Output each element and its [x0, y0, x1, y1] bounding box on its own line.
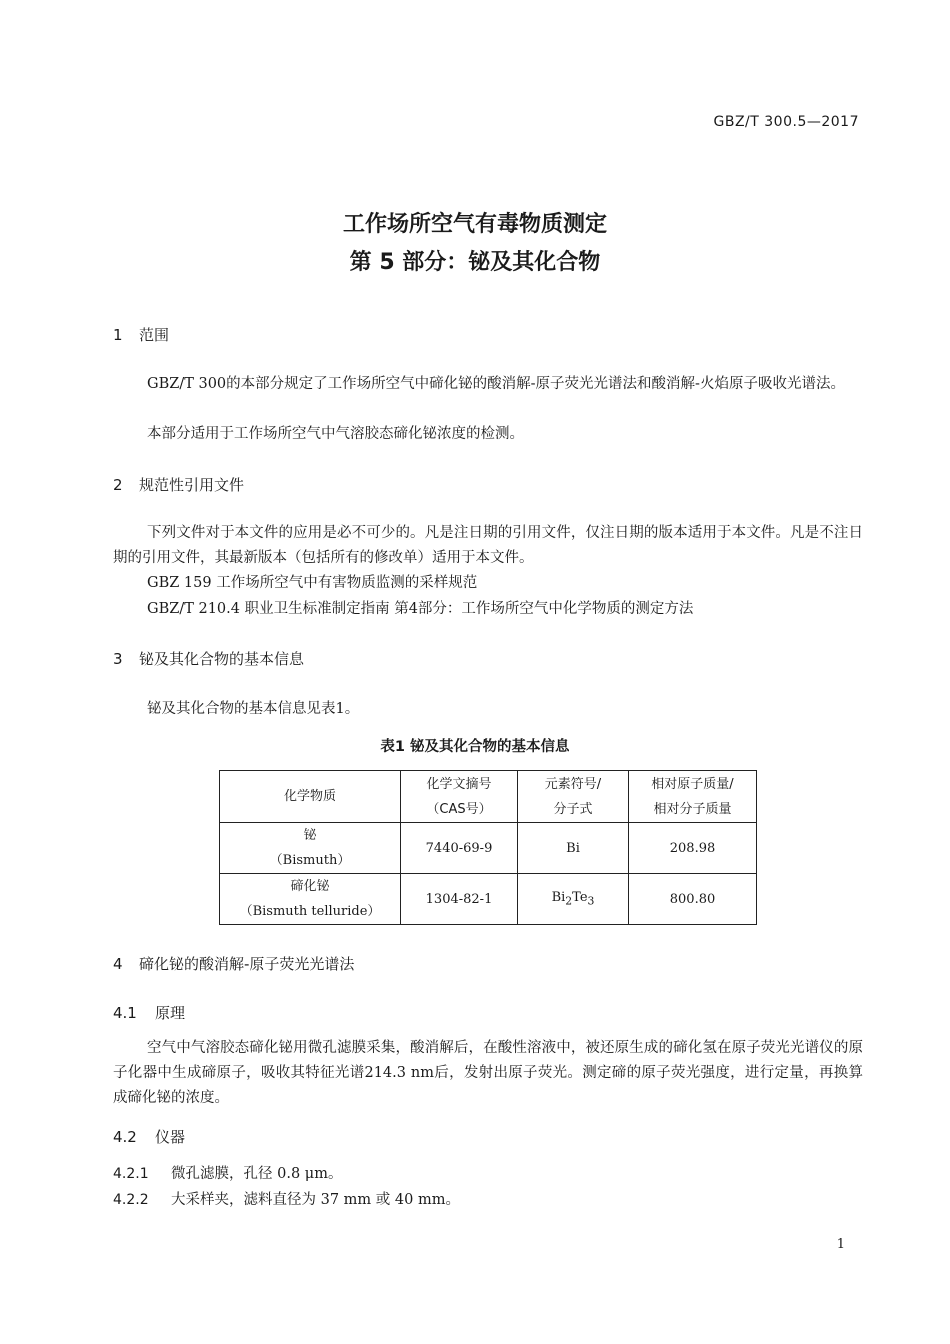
cell-mass: 208.98: [629, 823, 757, 874]
section-4-2-heading: [113, 1126, 185, 1147]
section-number: 4.1: [113, 1004, 137, 1022]
header-mass-line2: 相对分子质量: [653, 801, 732, 817]
table-row: [220, 823, 757, 874]
header-formula-line2: 分子式: [553, 801, 593, 817]
section-3-heading: [113, 648, 304, 669]
section-2-heading: [113, 474, 244, 495]
document-subtitle: 第 5 部分：铋及其化合物: [349, 250, 601, 275]
standard-number: GBZ/T 300.5—2017: [713, 114, 859, 130]
section-title: 范围: [139, 326, 170, 344]
substance-name-cn: 碲化铋: [290, 879, 330, 894]
header-cas: [401, 771, 518, 823]
header-formula-line1: 元素符号/: [544, 776, 602, 792]
basic-info-table: [219, 770, 757, 925]
item-4-2-1: [113, 1162, 342, 1183]
section-3-paragraph-1: 铋及其化合物的基本信息见表1。: [147, 701, 360, 717]
section-number: 4.2: [113, 1128, 137, 1146]
cell-formula: [518, 874, 629, 925]
section-title: 仪器: [155, 1128, 186, 1146]
formula-subscript: 2: [565, 894, 573, 908]
document-title: 工作场所空气有毒物质测定: [342, 212, 607, 237]
cell-formula: Bi: [518, 823, 629, 874]
cell-substance: [220, 874, 401, 925]
reference-2: GBZ/T 210.4 职业卫生标准制定指南 第4部分：工作场所空气中化学物质的测定方法: [147, 601, 694, 617]
section-1-heading: [113, 324, 169, 345]
cell-cas: 7440-69-9: [401, 823, 518, 874]
header-cas-line1: 化学文摘号: [426, 776, 492, 792]
section-title: 碲化铋的酸消解-原子荧光光谱法: [139, 955, 355, 973]
table-row: [220, 874, 757, 925]
section-1-paragraph-1: GBZ/T 300的本部分规定了工作场所空气中碲化铋的酸消解-原子荧光光谱法和酸消解-火焰原子吸收光谱法。: [147, 376, 845, 392]
page-number: 1: [836, 1237, 845, 1252]
section-number: 4: [113, 955, 123, 973]
formula-element: Bi: [551, 889, 566, 905]
section-1-paragraph-2: 本部分适用于工作场所空气中气溶胶态碲化铋浓度的检测。: [147, 426, 524, 442]
cell-mass: 800.80: [629, 874, 757, 925]
substance-name-en: （Bismuth）: [269, 853, 351, 868]
section-4-1-heading: [113, 1002, 185, 1023]
item-text: 大采样夹，滤料直径为 37 mm 或 40 mm。: [171, 1192, 460, 1208]
table-header-row: [220, 771, 757, 823]
section-number: 3: [113, 650, 123, 668]
section-2-paragraph-1: 下列文件对于本文件的应用是必不可少的。凡是注日期的引用文件，仅注日期的版本适用于本文件。凡是不注日期的引用文件，其最新版本（包括所有的修改单）适用于本文件。: [113, 525, 863, 566]
table-caption: 表1 铋及其化合物的基本信息: [380, 739, 570, 755]
header-mass: [629, 771, 757, 823]
header-cas-line2: （CAS号）: [426, 801, 492, 817]
cell-cas: 1304-82-1: [401, 874, 518, 925]
formula-subscript: 3: [587, 894, 595, 908]
header-mass-line1: 相对原子质量/: [651, 776, 734, 792]
substance-name-en: （Bismuth telluride）: [239, 904, 381, 919]
section-4-heading: [113, 953, 354, 974]
section-number: 1: [113, 326, 123, 344]
item-number: 4.2.2: [113, 1192, 149, 1208]
reference-1: GBZ 159 工作场所空气中有害物质监测的采样规范: [147, 575, 478, 591]
cell-substance: [220, 823, 401, 874]
header-substance: 化学物质: [220, 771, 401, 823]
header-formula: [518, 771, 629, 823]
section-title: 原理: [155, 1004, 186, 1022]
item-text: 微孔滤膜，孔径 0.8 μm。: [171, 1166, 343, 1182]
formula-element: Te: [572, 889, 588, 905]
section-title: 铋及其化合物的基本信息: [139, 650, 305, 668]
section-number: 2: [113, 476, 123, 494]
section-title: 规范性引用文件: [139, 476, 245, 494]
substance-name-cn: 铋: [303, 828, 317, 843]
item-4-2-2: [113, 1188, 460, 1209]
section-4-1-paragraph: 空气中气溶胶态碲化铋用微孔滤膜采集，酸消解后，在酸性溶液中，被还原生成的碲化氢在原子荧光光谱仪的原子化器中生成碲原子，吸收其特征光谱214.3 nm后，发射出原子荧光。测定碲的原子荧光强度，进行定量，再换算成碲化铋的浓度。: [113, 1040, 863, 1106]
item-number: 4.2.1: [113, 1166, 149, 1182]
